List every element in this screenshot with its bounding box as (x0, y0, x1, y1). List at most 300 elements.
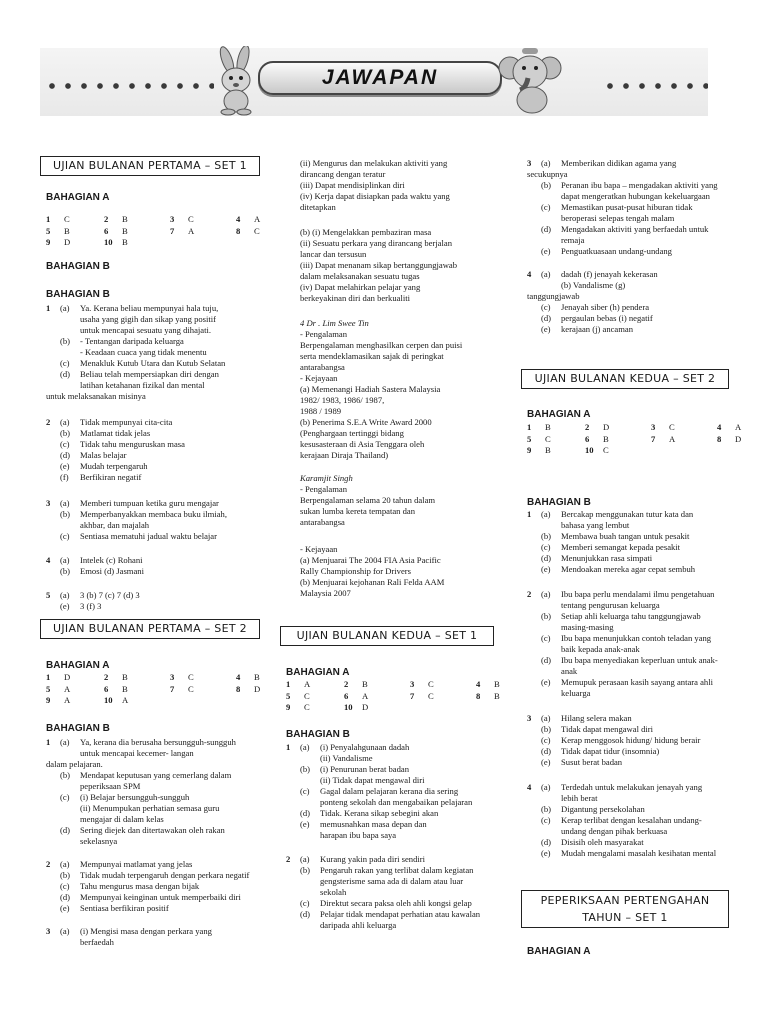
mc-question-number: 4 (236, 214, 241, 224)
mc-question-number: 10 (104, 237, 113, 247)
sub-label: (e) (541, 246, 551, 256)
sub-label: (a) (541, 782, 551, 792)
bahagian-b-heading: BAHAGIAN B (527, 497, 591, 508)
mc-answer-letter: C (254, 225, 260, 236)
sub-label: (e) (541, 677, 551, 687)
sub-label: (a) (541, 158, 551, 168)
answer-line: Beliau telah mempersiapkan diri dengan (80, 369, 219, 379)
answer-line: serta mendeklamasikan sajak di peringkat (300, 351, 444, 361)
mc-answer-letter: B (122, 214, 128, 224)
answer-line: (ii) Sesuatu perkara yang dirancang berjalan (300, 238, 452, 248)
answer-line: Susut berat badan (561, 757, 623, 767)
answer-line: Malas belajar (80, 450, 127, 460)
sub-label: (c) (541, 542, 551, 552)
question-number: 2 (46, 417, 51, 427)
answer-line: akhbar, dan majalah (80, 520, 150, 530)
answer-line: 3 (f) 3 (80, 601, 102, 611)
answer-line: (ii) Menumpukan perhatian semasa guru (80, 803, 220, 813)
mc-question-number: 5 (46, 225, 51, 236)
mc-answer-letter: D (64, 672, 71, 682)
answer-line: berkeyakinan diri dan berkualiti (300, 293, 411, 303)
mc-question-number: 8 (476, 690, 481, 701)
sub-label: (b) (60, 336, 71, 346)
answer-line: Pengaruh rakan yang terlibat dalam kegiatan (320, 865, 474, 875)
answer-line: bahasa yang lembut (561, 520, 630, 530)
answer-line: (b) Menjuarai kejohanan Rali Felda AAM (300, 577, 445, 587)
answer-line: Tidak dapat mengawal diri (561, 724, 654, 734)
answer-line: memusnahkan masa depan dan (320, 819, 427, 829)
answer-line: (b) Penerima S.E.A Write Award 2000 (300, 417, 432, 427)
answer-line: beroperasi selepas tengah malam (561, 213, 675, 223)
answer-line: 1988 / 1989 (300, 406, 342, 416)
bahagian-a-heading: BAHAGIAN A (286, 667, 350, 678)
answer-line: - Keadaan cuaca yang tidak menentu (80, 347, 207, 357)
answer-line: (i) Belajar bersungguh-sungguh (80, 792, 190, 802)
answer-line: (iii) Dapat menanam sikap bertanggungjawab (300, 260, 458, 270)
bahagian-b-heading: BAHAGIAN B (46, 289, 110, 300)
mc-question-number: 8 (236, 225, 241, 236)
sub-label: (a) (541, 713, 551, 723)
question-number: 4 (46, 555, 51, 565)
answer-line: Peranan ibu bapa – mengadakan aktiviti yang (561, 180, 718, 190)
section-title-pt-set2: UJIAN BULANAN PERTAMA – SET 2 (40, 619, 260, 639)
answer-line: Matlamat tidak jelas (80, 428, 151, 438)
mc-question-number: 3 (651, 422, 656, 432)
answer-line: Mendoakan mereka agar cepat sembuh (561, 564, 696, 574)
answer-line: Tidak mudah terpengaruh dengan perkara negatif (80, 870, 250, 880)
answer-line: Mempunyai keinginan untuk memperbaiki diri (80, 892, 241, 902)
sub-label: (d) (300, 808, 311, 818)
mc-answer-letter: A (669, 433, 676, 444)
mc-answer-letter: C (64, 214, 70, 224)
elephant-mascot-icon (498, 44, 562, 116)
sub-label: (a) (541, 269, 551, 279)
bahagian-b-heading: BAHAGIAN B (46, 261, 110, 272)
mc-answer-letter: D (362, 702, 369, 712)
mc-answer-letter: D (603, 422, 610, 432)
answer-line: antarabangsa (300, 362, 345, 372)
answer-line: Digantung persekolahan (561, 804, 645, 814)
sub-label: (b) (60, 566, 71, 576)
answer-line: remaja (561, 235, 585, 245)
mc-answer-letter: B (362, 679, 368, 689)
question-number: 3 (46, 498, 51, 508)
answer-line: Berpengalaman menghasilkan cerpen dan puisi (300, 340, 463, 350)
answer-line: latihan ketahanan fizikal dan mental (80, 380, 205, 390)
answer-line: (b) Vandalisme (g) (561, 280, 626, 290)
mc-answer-letter: B (545, 422, 551, 432)
answer-line: Rally Championship for Drivers (300, 566, 411, 576)
answer-line: kerajaan Diraja Thailand) (300, 450, 389, 460)
answer-line: gengsterisme sama ada di dalam atau luar (320, 876, 464, 886)
mc-question-number: 7 (410, 690, 415, 701)
mc-question-number: 2 (344, 679, 349, 689)
question-number: 2 (286, 854, 291, 864)
answer-line: tanggungjawab (527, 291, 580, 301)
answer-line: Sering diejek dan ditertawakan oleh rakan (80, 825, 225, 835)
answer-line: Kerap terlibat dengan kesalahan undang- (561, 815, 702, 825)
mc-answer-letter: C (669, 422, 675, 432)
answer-line: (ii) Mengurus dan melakukan aktiviti yang (300, 158, 448, 168)
answer-line: (iv) Dapat melahirkan pelajar yang (300, 282, 421, 292)
sub-label: (f) (60, 472, 69, 482)
sub-label: (b) (300, 764, 311, 774)
mc-answer-letter: C (428, 679, 434, 689)
mc-question-number: 9 (527, 445, 532, 455)
mc-answer-letter: C (188, 214, 194, 224)
mc-answer-letter: C (304, 702, 310, 712)
mc-question-number: 4 (236, 672, 241, 682)
sub-label: (c) (60, 439, 70, 449)
bahagian-a-heading: BAHAGIAN A (46, 660, 110, 671)
answer-line: sekolah (320, 887, 347, 897)
answer-line: antarabangsa (300, 517, 345, 527)
sub-label: (a) (60, 303, 70, 313)
answer-line: tentang pengurusan keluarga (561, 600, 660, 610)
answer-line: berfaedah (80, 937, 114, 947)
mc-question-number: 7 (651, 433, 656, 444)
section-title-line: PEPERIKSAAN PERTENGAHAN (540, 894, 710, 907)
sub-label: (d) (60, 450, 71, 460)
sub-label: (e) (541, 757, 551, 767)
sub-label: (b) (541, 724, 552, 734)
answer-line: (i) Mengisi masa dengan perkara yang (80, 926, 212, 936)
sub-label: (c) (541, 202, 551, 212)
bahagian-a-heading: BAHAGIAN A (46, 192, 110, 203)
mc-answer-letter: A (362, 690, 369, 701)
answer-line: (iii) Dapat mendisiplinkan diri (300, 180, 405, 190)
answer-line: keluarga (561, 688, 591, 698)
mc-question-number: 9 (286, 702, 291, 712)
mc-answer-letter: C (188, 683, 194, 694)
answer-line: Menakluk Kutub Utara dan Kutub Selatan (80, 358, 226, 368)
mc-question-number: 8 (236, 683, 241, 694)
question-number: 2 (46, 859, 51, 869)
mc-answer-letter: B (254, 672, 260, 682)
mc-question-number: 2 (104, 672, 109, 682)
answer-line: Ya. Kerana beliau mempunyai hala tuju, (80, 303, 219, 313)
answer-line: (b) (i) Mengelakkan pembaziran masa (300, 227, 432, 237)
sub-label: (d) (541, 655, 552, 665)
answer-line: Penguatkuasaan undang-undang (561, 246, 672, 256)
answer-line: (a) Memenangi Hadiah Sastera Malaysia (300, 384, 441, 394)
mc-answer-letter: C (304, 690, 310, 701)
sub-label: (c) (541, 302, 551, 312)
mc-answer-letter: B (603, 433, 609, 444)
answer-line: Mudah terpengaruh (80, 461, 148, 471)
answer-line: Memastikan pusat-pusat hiburan tidak (561, 202, 693, 212)
answer-line: Sentiasa mematuhi jadual waktu belajar (80, 531, 217, 541)
mc-question-number: 2 (585, 422, 590, 432)
answer-line: Memberi tumpuan ketika guru mengajar (80, 498, 219, 508)
answer-line: dadah (f) jenayah kekerasan (561, 269, 658, 279)
answer-line: anak (561, 666, 578, 676)
question-number: 3 (527, 158, 532, 168)
sub-label: (b) (541, 611, 552, 621)
sub-label: (c) (541, 735, 551, 745)
answer-line: Tidak. Kerana sikap sebegini akan (320, 808, 439, 818)
answer-line: - Pengalaman (300, 329, 348, 339)
mc-question-number: 1 (46, 214, 51, 224)
bahagian-a-heading: BAHAGIAN A (527, 409, 591, 420)
answer-line: Disisih oleh masyarakat (561, 837, 644, 847)
answer-line: - Kejayaan (300, 544, 338, 554)
answer-line: Gagal dalam pelajaran kerana dia sering (320, 786, 459, 796)
bahagian-b-heading: BAHAGIAN B (286, 729, 350, 740)
answer-line: Ibu bapa menyediakan keperluan untuk anak- (561, 655, 718, 665)
answer-line: dirancang dengan teratur (300, 169, 386, 179)
question-number: 3 (46, 926, 51, 936)
answer-line: Tahu mengurus masa dengan bijak (80, 881, 200, 891)
question-number: 2 (527, 589, 532, 599)
sub-label: (b) (60, 428, 71, 438)
answer-line: Setiap ahli keluarga tahu tanggungjawab (561, 611, 701, 621)
sub-label: (c) (60, 881, 70, 891)
answer-line: Ibu bapa perlu mendalami ilmu pengetahuan (561, 589, 715, 599)
sub-label: (c) (541, 815, 551, 825)
answer-line: - Tentangan daripada keluarga (80, 336, 184, 346)
header-banner (40, 44, 708, 120)
answer-line: Tidak tahu menguruskan masa (80, 439, 185, 449)
section-title-pt-set1: UJIAN BULANAN PERTAMA – SET 1 (40, 156, 260, 176)
mc-question-number: 3 (170, 672, 175, 682)
answer-line: undang dengan pihak berkuasa (561, 826, 668, 836)
question-number: 1 (286, 742, 291, 752)
sub-label: (e) (541, 324, 551, 334)
mc-question-number: 6 (585, 433, 590, 444)
mc-question-number: 5 (46, 683, 51, 694)
answer-line: kesusasteraan di Asia Tenggara oleh (300, 439, 425, 449)
sub-label: (d) (541, 746, 552, 756)
sub-label: (d) (300, 909, 311, 919)
sub-label: (d) (541, 553, 552, 563)
sub-label: (b) (60, 509, 71, 519)
answer-line: (ii) Vandalisme (320, 753, 373, 763)
mc-answer-letter: B (494, 690, 500, 701)
sub-label: (a) (60, 555, 70, 565)
mc-answer-letter: C (188, 672, 194, 682)
dotted-line-right (602, 83, 708, 89)
answer-line: (ii) Tidak dapat mengawal diri (320, 775, 425, 785)
answer-line: ditetapkan (300, 202, 336, 212)
sub-label: (e) (60, 461, 70, 471)
answer-line: (a) Menjuarai The 2004 FIA Asia Pacific (300, 555, 441, 565)
sub-label: (c) (541, 633, 551, 643)
bahagian-a-heading: BAHAGIAN A (527, 946, 591, 957)
answer-line: Emosi (d) Jasmani (80, 566, 144, 576)
mc-answer-letter: A (122, 695, 129, 705)
answer-line: Tidak mempunyai cita-cita (80, 417, 173, 427)
answer-line: Ya, kerana dia berusaha bersungguh-sungguh (80, 737, 236, 747)
answer-line: Tidak dapat tidur (insomnia) (561, 746, 660, 756)
answer-line: (i) Penyalahgunaan dadah (320, 742, 410, 752)
answer-line: Karamjit Singh (300, 473, 353, 483)
mc-answer-letter: B (122, 237, 128, 247)
mc-question-number: 1 (527, 422, 532, 432)
sub-label: (a) (60, 417, 70, 427)
answer-line: Terdedah untuk melakukan jenayah yang (561, 782, 703, 792)
answer-line: masing-masing (561, 622, 614, 632)
answer-line: Berfikiran negatif (80, 472, 142, 482)
sub-label: (c) (300, 898, 310, 908)
sub-label: (c) (300, 786, 310, 796)
mc-question-number: 3 (170, 214, 175, 224)
sub-label: (b) (60, 870, 71, 880)
page-title: JAWAPAN (321, 66, 439, 89)
mc-question-number: 4 (717, 422, 722, 432)
answer-line: lebih berat (561, 793, 598, 803)
mc-answer-letter: A (188, 225, 195, 236)
section-title-kd-set1: UJIAN BULANAN KEDUA – SET 1 (280, 626, 494, 646)
mc-answer-letter: B (122, 672, 128, 682)
answer-line: Kurang yakin pada diri sendiri (320, 854, 426, 864)
sub-label: (b) (541, 180, 552, 190)
sub-label: (c) (60, 531, 70, 541)
answer-line: Intelek (c) Rohani (80, 555, 143, 565)
mc-answer-letter: D (254, 683, 261, 694)
answer-line: - Pengalaman (300, 484, 348, 494)
section-title-line: TAHUN – SET 1 (582, 911, 668, 924)
answer-line: 1982/ 1983, 1986/ 1987, (300, 395, 385, 405)
answer-line: Berpengalaman selama 20 tahun dalam (300, 495, 436, 505)
mc-question-number: 7 (170, 225, 175, 236)
answer-line: mengajar di dalam kelas (80, 814, 164, 824)
answer-line: (Penghargaan tertinggi bidang (300, 428, 404, 438)
mc-question-number: 5 (286, 690, 291, 701)
answer-line: Memupuk perasaan kasih sayang antara ahli (561, 677, 714, 687)
sub-label: (c) (60, 792, 70, 802)
answer-line: ponteng sekolah dan mengabaikan pelajaran (320, 797, 473, 807)
sub-label: (d) (60, 892, 71, 902)
sub-label: (a) (60, 590, 70, 600)
answer-line: kerajaan (j) ancaman (561, 324, 634, 334)
mc-question-number: 3 (410, 679, 415, 689)
answer-line: 3 (b) 7 (c) 7 (d) 3 (80, 590, 140, 600)
mc-question-number: 10 (585, 445, 594, 455)
answer-line: sukan lumba kereta tempatan dan (300, 506, 416, 516)
sub-label: (e) (300, 819, 310, 829)
answer-line: baik kepada anak-anak (561, 644, 640, 654)
answer-line: Mempunyai matlamat yang jelas (80, 859, 193, 869)
answer-line: Mengadakan aktiviti yang berfaedah untuk (561, 224, 709, 234)
mc-question-number: 7 (170, 683, 175, 694)
mc-question-number: 10 (104, 695, 113, 705)
mc-question-number: 2 (104, 214, 109, 224)
title-banner (258, 61, 502, 95)
sub-label: (c) (60, 358, 70, 368)
question-number: 1 (46, 737, 51, 747)
answer-line: - Kejayaan (300, 373, 338, 383)
mc-question-number: 1 (286, 679, 291, 689)
answer-line: untuk mencapai kecemer- langan (80, 748, 194, 758)
section-title-kd-set2: UJIAN BULANAN KEDUA – SET 2 (521, 369, 729, 389)
answer-line: Menunjukkan rasa simpati (561, 553, 653, 563)
sub-label: (d) (60, 369, 71, 379)
mc-answer-letter: B (122, 683, 128, 694)
mc-answer-letter: A (304, 679, 311, 689)
mc-question-number: 9 (46, 237, 51, 247)
sub-label: (a) (60, 859, 70, 869)
mc-answer-letter: A (254, 214, 261, 224)
sub-label: (a) (300, 854, 310, 864)
question-number: 1 (527, 509, 532, 519)
sub-label: (e) (60, 601, 70, 611)
sub-label: (d) (60, 825, 71, 835)
mc-answer-letter: A (64, 683, 71, 694)
answer-line: (iv) Kerja dapat disiapkan pada waktu yang (300, 191, 450, 201)
question-number: 1 (46, 303, 51, 313)
question-number: 4 (527, 782, 532, 792)
answer-line: Memperbanyakkan membaca buku ilmiah, (80, 509, 228, 519)
mc-answer-letter: D (64, 237, 71, 247)
sub-label: (e) (541, 564, 551, 574)
answer-line: Sentiasa berfikiran positif (80, 903, 169, 913)
mc-question-number: 10 (344, 702, 353, 712)
answer-line: Mendapat keputusan yang cemerlang dalam (80, 770, 232, 780)
answer-line: lancar dan tersusun (300, 249, 367, 259)
answer-line: harapan ibu bapa saya (320, 830, 397, 840)
sub-label: (e) (541, 848, 551, 858)
answer-line: dapat mengeratkan hubungan kekeluargaan (561, 191, 710, 201)
sub-label: (a) (541, 509, 551, 519)
answer-line: pergaulan bebas (i) negatif (561, 313, 653, 323)
dotted-line-left (44, 83, 214, 89)
answer-line: daripada ahli keluarga (320, 920, 397, 930)
question-number: 4 (527, 269, 532, 279)
answer-line: Malaysia 2007 (300, 588, 351, 598)
answer-line: untuk mencapai sesuatu yang dihajati. (80, 325, 212, 335)
mc-answer-letter: A (735, 422, 742, 432)
rabbit-mascot-icon (208, 46, 264, 116)
answer-line: sekelasnya (80, 836, 118, 846)
mc-answer-letter: B (122, 225, 128, 236)
answer-line: Mudah mengalami masalah kesihatan mental (561, 848, 717, 858)
sub-label: (b) (60, 770, 71, 780)
answer-line: Ibu bapa menunjukkan contoh teladan yang (561, 633, 712, 643)
section-title-pp-set1 (521, 890, 729, 928)
mc-question-number: 6 (104, 683, 109, 694)
sub-label: (e) (60, 903, 70, 913)
sub-label: (a) (541, 589, 551, 599)
answer-line: (i) Penurunan berat badan (320, 764, 410, 774)
answer-line: peperiksaan SPM (80, 781, 141, 791)
question-number: 5 (46, 590, 51, 600)
sub-label: (b) (541, 804, 552, 814)
answer-line: secukupnya (527, 169, 568, 179)
mc-question-number: 6 (344, 690, 349, 701)
sub-label: (d) (541, 837, 552, 847)
answer-line: Pelajar tidak mendapat perhatian atau kawalan (320, 909, 481, 919)
sub-label: (a) (300, 742, 310, 752)
mc-question-number: 9 (46, 695, 51, 705)
answer-line: 4 Dr . Lim Swee Tin (300, 318, 369, 328)
sub-label: (d) (541, 224, 552, 234)
answer-line: untuk melaksanakan misinya (46, 391, 146, 401)
mc-answer-letter: C (545, 433, 551, 444)
mc-question-number: 8 (717, 433, 722, 444)
sub-label: (a) (60, 498, 70, 508)
mc-answer-letter: A (64, 695, 71, 705)
sub-label: (d) (541, 313, 552, 323)
answer-line: Direktut secara paksa oleh ahli kongsi gelap (320, 898, 472, 908)
sub-label: (a) (60, 737, 70, 747)
mc-question-number: 5 (527, 433, 532, 444)
mc-answer-letter: B (545, 445, 551, 455)
mc-answer-letter: C (603, 445, 609, 455)
sub-label: (a) (60, 926, 70, 936)
mc-question-number: 4 (476, 679, 481, 689)
answer-line: Membawa buah tangan untuk pesakit (561, 531, 690, 541)
